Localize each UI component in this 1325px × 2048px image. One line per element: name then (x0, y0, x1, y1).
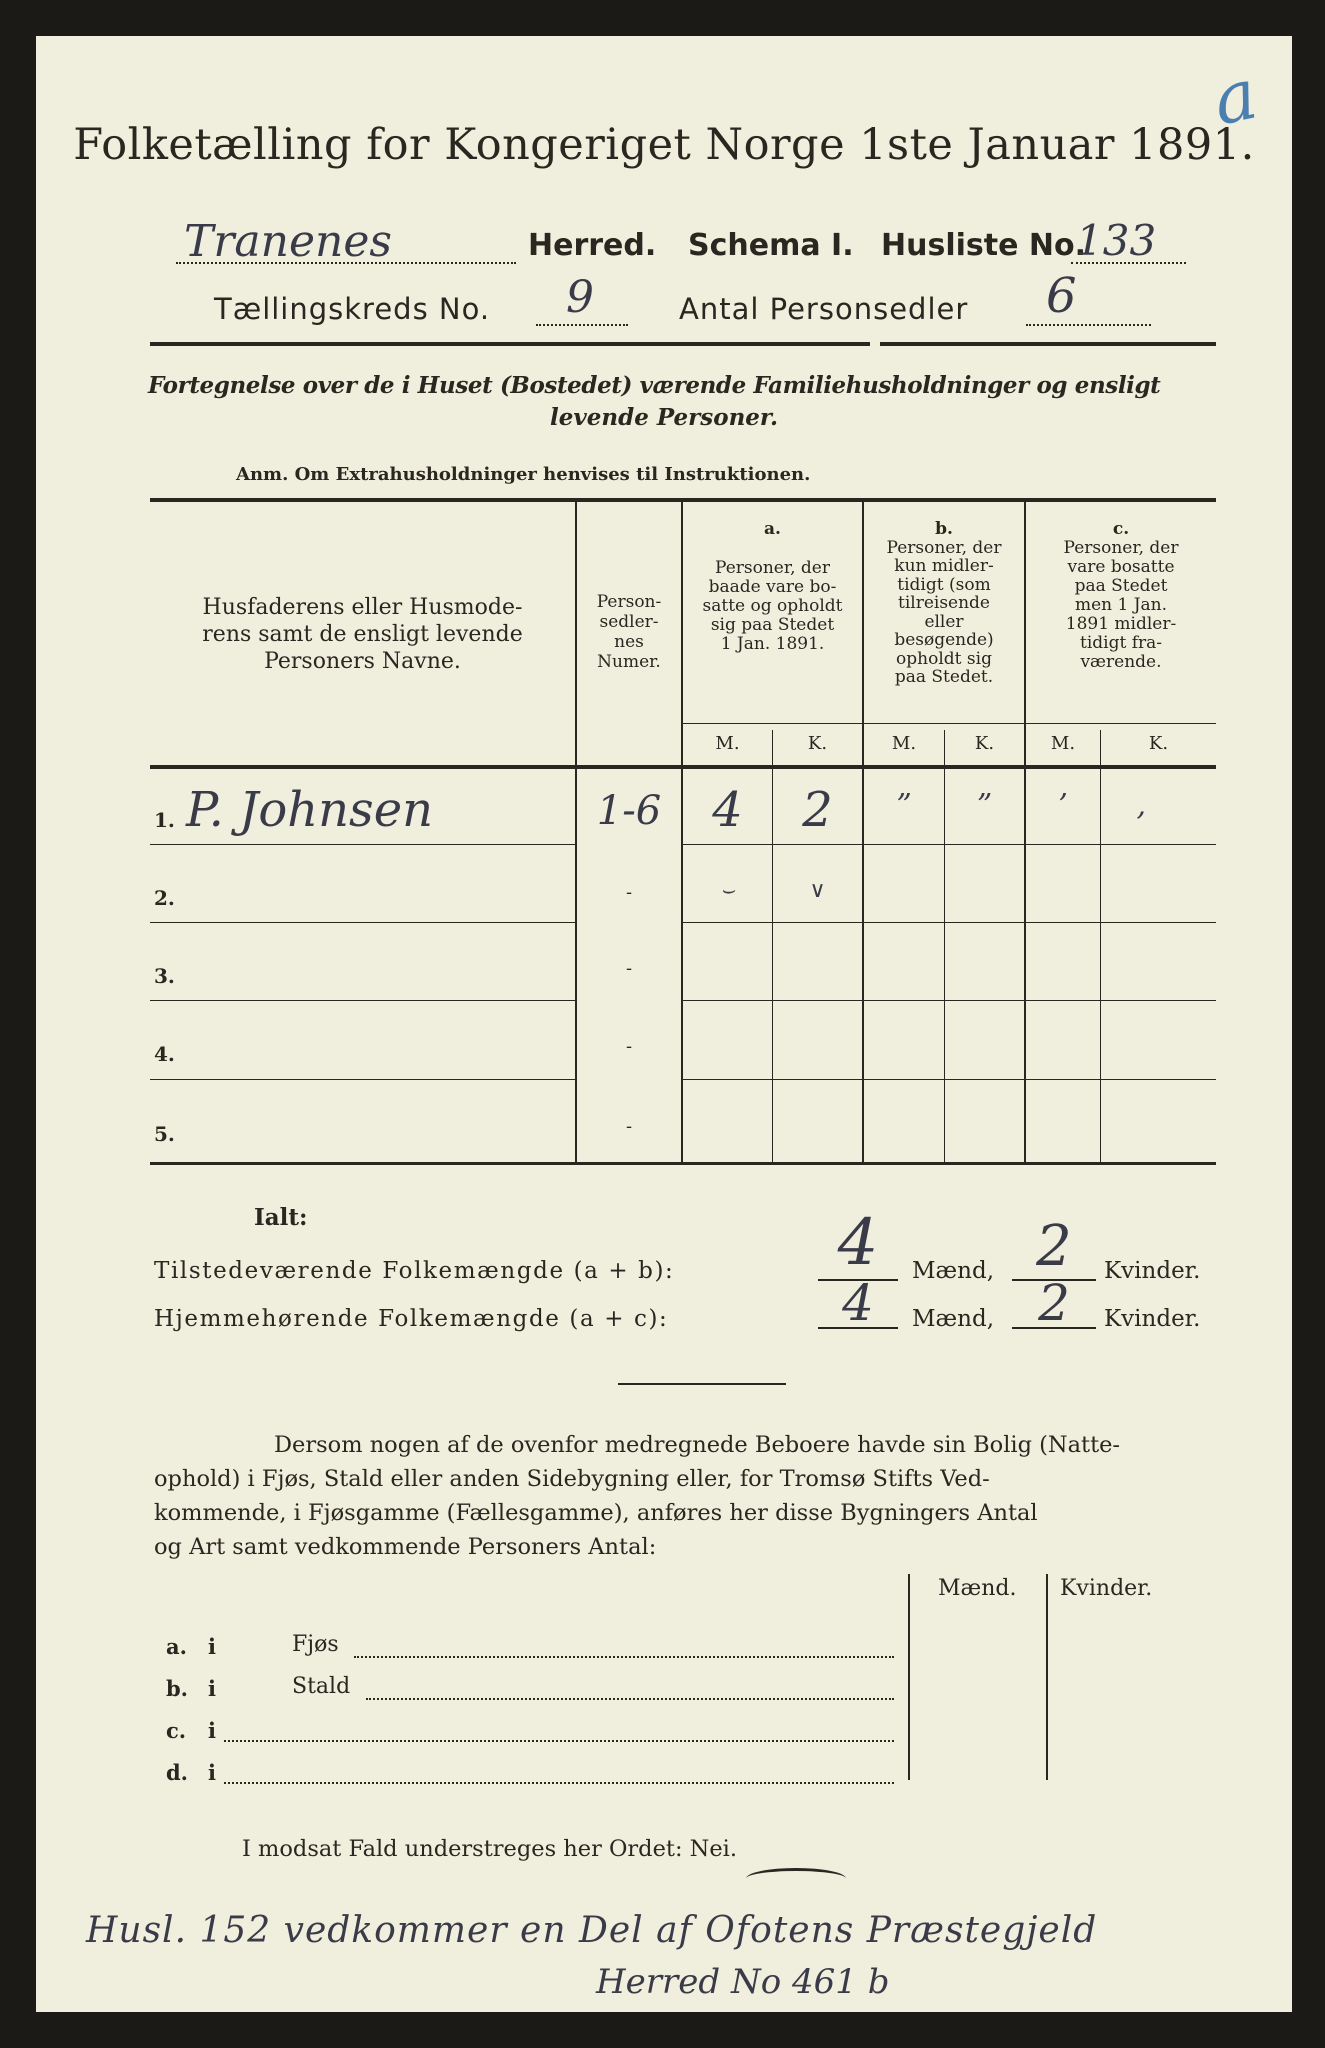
personsedler-label: Antal Personsedler (679, 292, 969, 326)
item-a-letter: a. (166, 1634, 187, 1659)
husliste-label: Husliste No. (881, 228, 1086, 263)
row-1-numer: 1-6 (596, 788, 662, 834)
herred-value: Tranenes (184, 216, 392, 267)
row-1-c-m: ’ (1058, 788, 1068, 823)
row-1-rule-data (683, 844, 1216, 845)
row-2-a-m: ⌣ (720, 878, 735, 903)
item-d-prep: i (208, 1760, 216, 1785)
total-line-2-label: Hjemmehørende Folkemængde (a + c): (154, 1306, 669, 1332)
total-line-1-label: Tilstedeværende Folkemængde (a + b): (154, 1258, 675, 1284)
row-2-number: 2. (154, 886, 175, 910)
c-m-label: M. (1050, 733, 1076, 754)
outbuildings-kvinder-header: Kvinder. (1060, 1576, 1153, 1601)
row-1-name: P. Johnsen (186, 782, 434, 838)
row-4-rule-data (683, 1079, 1216, 1080)
total-line-1-maend-word: Mænd, (912, 1258, 995, 1284)
row-1-b-k: ” (976, 788, 993, 823)
item-c-dots (224, 1740, 894, 1742)
total-line-1-kvinder-word: Kvinder. (1104, 1258, 1201, 1284)
footer-note: I modsat Fald understreges her Ordet: Nei. (242, 1836, 738, 1862)
kreds-label: Tællingskreds No. (214, 292, 491, 326)
section-divider (618, 1383, 786, 1385)
table-top-rule (150, 498, 1216, 502)
outbuildings-col-line-2 (1046, 1574, 1048, 1780)
total-line-2-kvinder-word: Kvinder. (1104, 1306, 1201, 1332)
row-5-number: 5. (154, 1122, 175, 1146)
total-line-1-kvinder: 2 (1036, 1214, 1072, 1279)
outbuildings-col-line-1 (908, 1574, 910, 1780)
item-c-prep: i (208, 1718, 216, 1743)
row-4-numer: - (625, 1036, 633, 1057)
row-1-b-m: ” (896, 788, 912, 823)
census-form (36, 36, 1292, 2012)
kreds-dotted-line (536, 324, 628, 326)
form-title: Folketælling for Kongeriget Norge 1ste Januar 1891. (73, 120, 1255, 170)
table-bottom-rule (150, 1162, 1216, 1165)
husliste-value: 133 (1076, 216, 1157, 265)
row-3-rule-data (683, 1000, 1216, 1001)
table-header-rule (150, 765, 1216, 769)
ialt-label: Ialt: (254, 1204, 308, 1231)
row-2-a-k: ∨ (809, 878, 826, 903)
handwritten-note-line-2: Herred No 461 b (596, 1962, 890, 2002)
row-3-numer: - (625, 958, 633, 979)
outbuildings-maend-header: Mænd. (938, 1576, 1017, 1601)
item-b-label: Stald (292, 1674, 351, 1699)
numer-column-header: Person- sedler- nes Numer. (596, 592, 662, 672)
row-1-a-k: 2 (802, 782, 833, 838)
nei-underline (746, 1868, 846, 1889)
personsedler-dotted-line (1026, 324, 1151, 326)
corner-mark: a (1205, 52, 1264, 142)
col-a-header: a. Personer, der baade vare bo- satte og opholdt sig paa Stedet 1 Jan. 1891. (702, 519, 843, 654)
item-a-label: Fjøs (292, 1632, 339, 1657)
item-d-letter: d. (166, 1760, 188, 1785)
a-k-label: K. (807, 733, 828, 754)
row-1-c-k: ‚ (1136, 788, 1146, 823)
row-3-number: 3. (154, 964, 175, 988)
b-m-label: M. (891, 733, 917, 754)
item-d-dots (224, 1782, 894, 1784)
col-b-header: b. Personer, der kun midler- tidigt (som tilreisende eller besøgende) opholdt sig paa Stedet. (886, 519, 1002, 687)
row-5-numer: - (625, 1116, 633, 1137)
row-2-rule-data (683, 922, 1216, 923)
intro-line-1: Fortegnelse over de i Huset (Bostedet) værende Familiehusholdninger og ensligt (148, 372, 1161, 399)
schema-label: Schema I. (688, 228, 854, 263)
anm-note: Anm. Om Extrahusholdninger henvises til Instruktionen. (236, 464, 811, 485)
intro-line-2: levende Personer. (550, 404, 778, 431)
row-4-rule-name (150, 1079, 575, 1080)
item-b-letter: b. (166, 1676, 188, 1701)
row-2-numer: - (625, 882, 633, 903)
row-3-rule-name (150, 1000, 575, 1001)
outbuildings-paragraph: Dersom nogen af de ovenfor medregnede Beboere havde sin Bolig (Natte- ophold) i Fjøs, Stald eller anden Sidebygning eller, for Tromsø Stifts Ved- kommende, i Fjøsgamme (Fællesgamme), anføres her disse Bygningers Antal og Art samt vedkommende Personers Antal: (154, 1432, 1121, 1560)
herred-label: Herred. (528, 228, 657, 263)
mk-subheader-rule (683, 723, 1216, 724)
item-b-prep: i (208, 1676, 216, 1701)
row-4-number: 4. (154, 1042, 175, 1066)
row-1-rule-name (150, 844, 575, 845)
total-line-2-kvinder: 2 (1038, 1274, 1070, 1332)
item-a-dots (354, 1656, 894, 1658)
header-rule-left (150, 342, 870, 346)
item-b-dots (366, 1698, 894, 1700)
row-2-rule-name (150, 922, 575, 923)
kreds-value: 9 (566, 272, 594, 323)
handwritten-note-line-1: Husl. 152 vedkommer en Del af Ofotens Præstegjeld (86, 1910, 1098, 1951)
personsedler-value: 6 (1046, 268, 1077, 324)
row-1-a-m: 4 (712, 782, 743, 838)
col-c-header: c. Personer, der vare bosatte paa Stedet men 1 Jan. 1891 midler- tidigt fra- værende. (1063, 519, 1179, 672)
c-k-label: K. (1148, 733, 1169, 754)
name-column-header: Husfaderens eller Husmode- rens samt de ensligt levende Personers Navne. (202, 595, 523, 674)
item-a-prep: i (208, 1634, 216, 1659)
a-m-label: M. (715, 733, 740, 754)
total-line-1-maend: 4 (837, 1206, 879, 1280)
row-1-number: 1. (154, 808, 175, 832)
total-line-2-maend: 4 (842, 1274, 874, 1332)
header-rule-right (880, 342, 1216, 346)
item-c-letter: c. (166, 1718, 187, 1743)
total-line-2-maend-word: Mænd, (912, 1306, 995, 1332)
b-k-label: K. (974, 733, 995, 754)
